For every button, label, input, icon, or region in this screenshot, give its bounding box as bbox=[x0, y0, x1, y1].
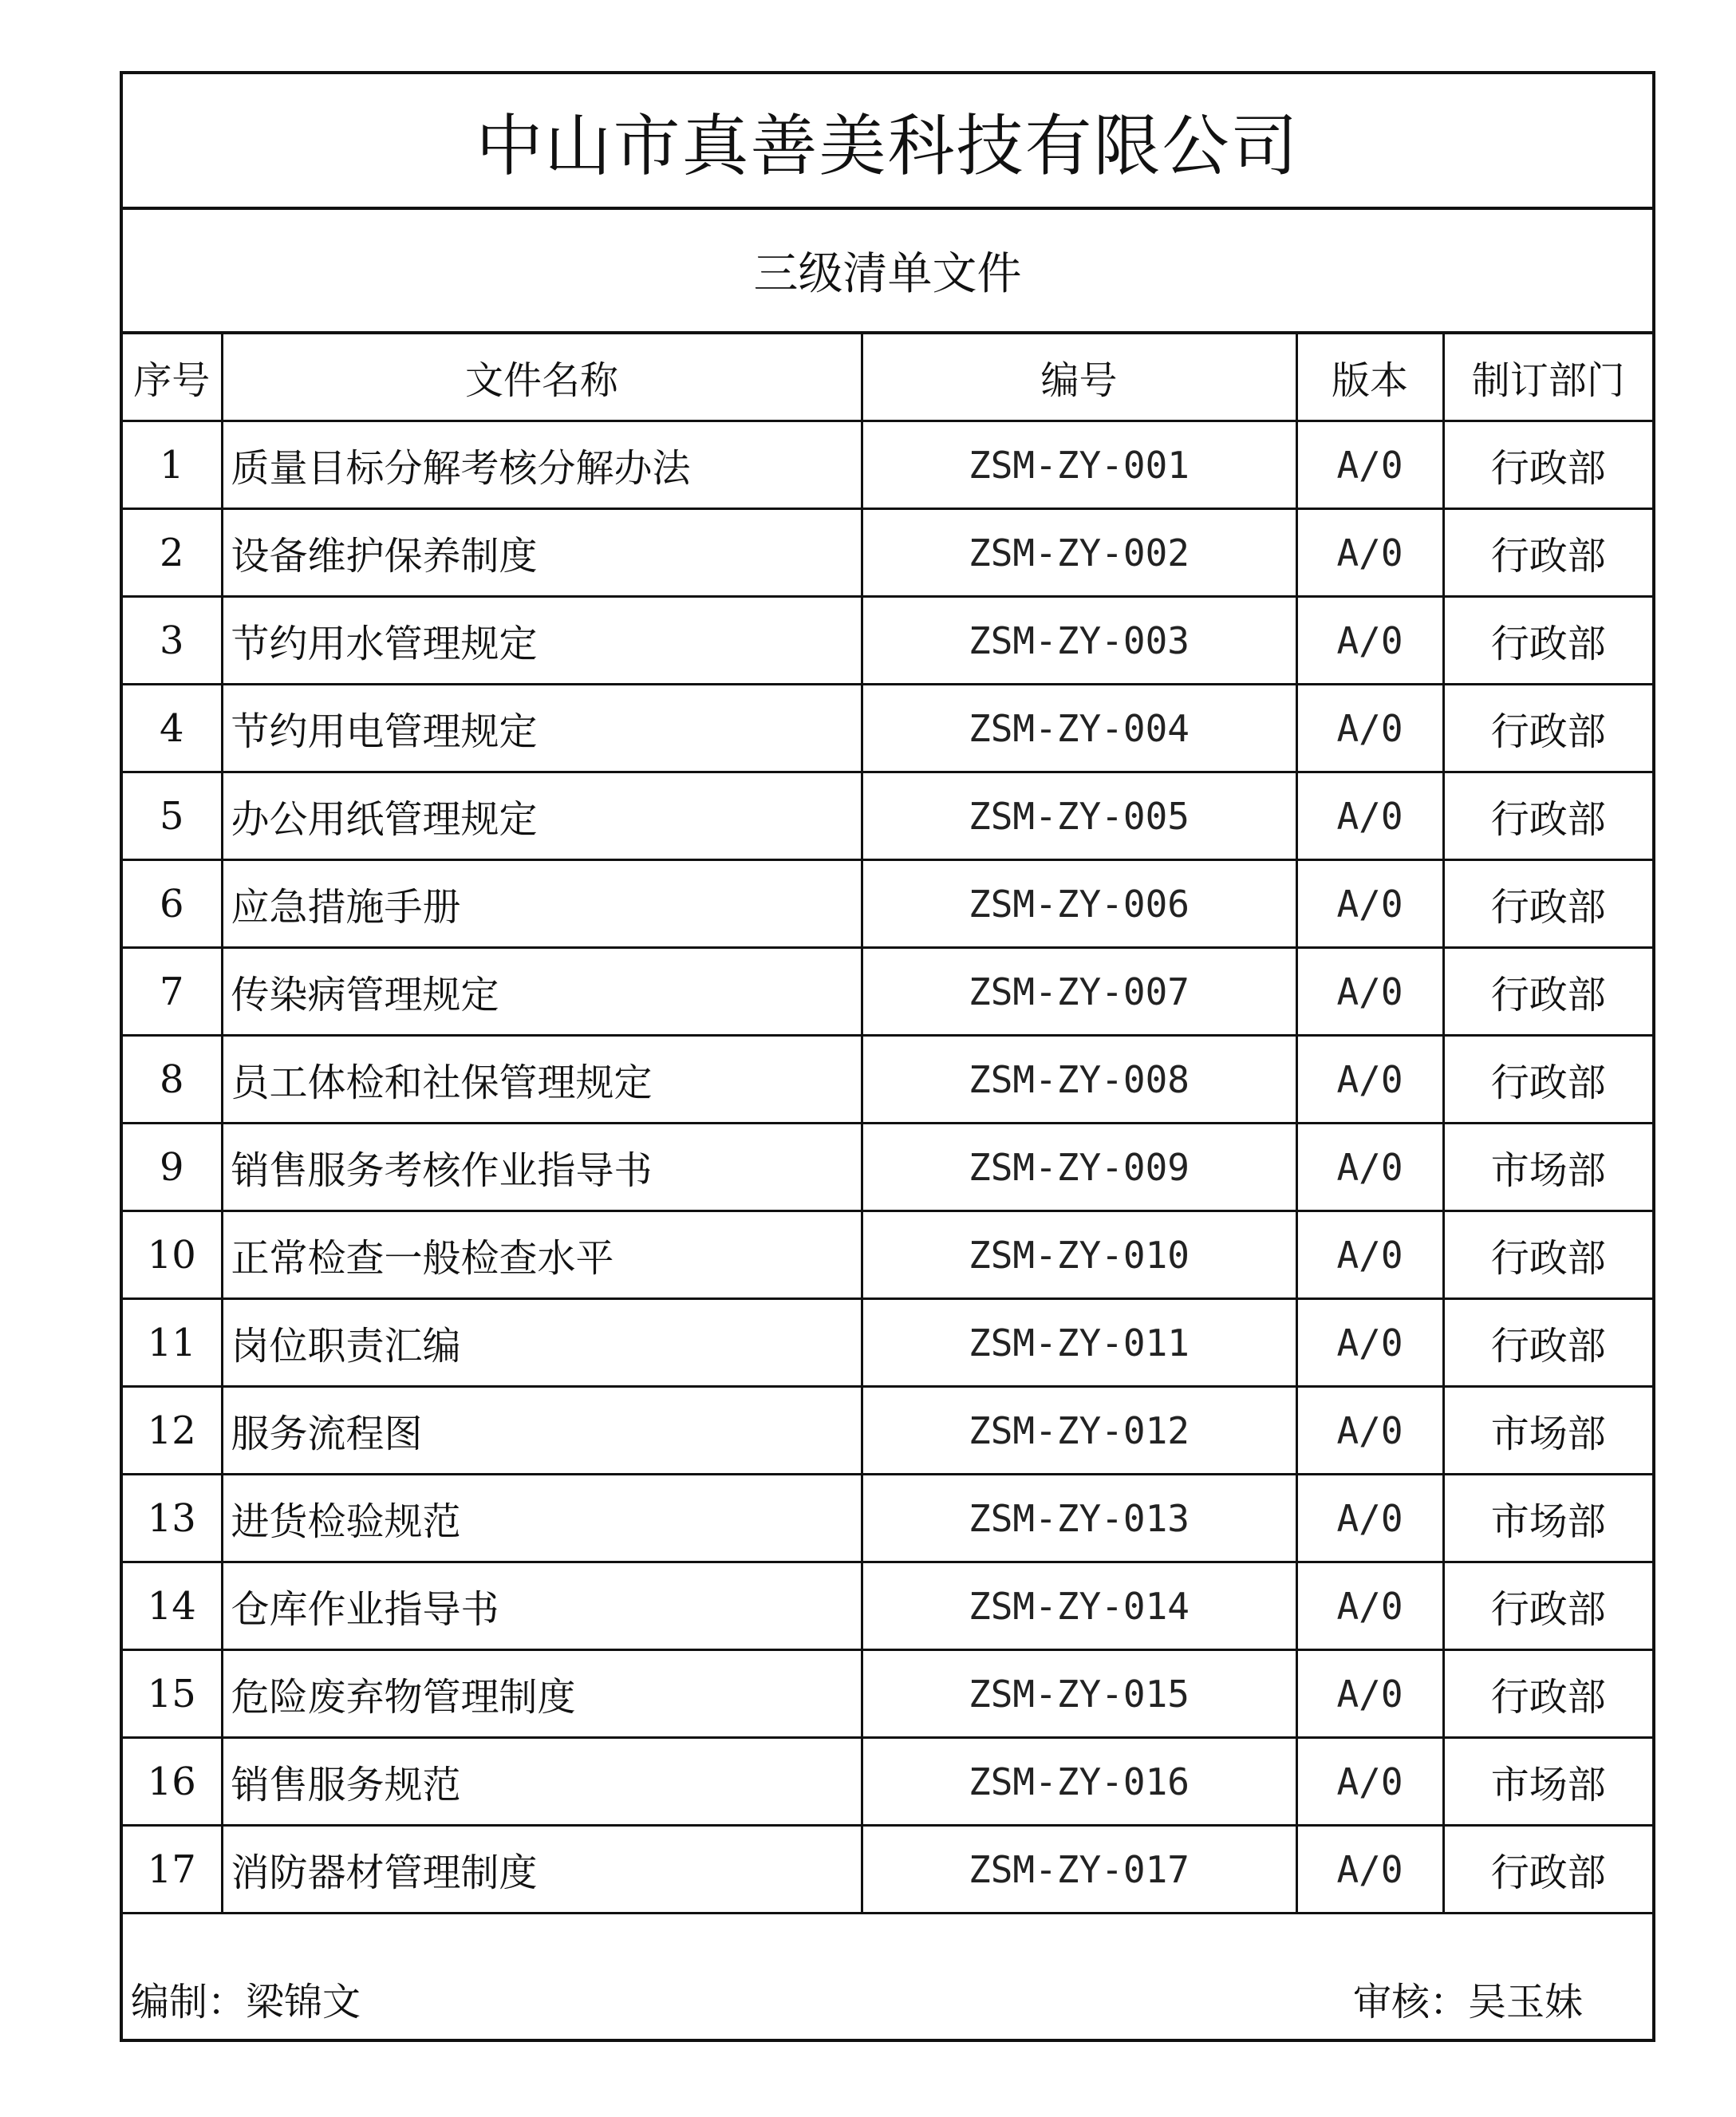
cell-index: 14 bbox=[123, 1562, 222, 1650]
cell-code: ZSM-ZY-003 bbox=[862, 597, 1296, 685]
cell-code: ZSM-ZY-016 bbox=[862, 1738, 1296, 1826]
cell-name: 仓库作业指导书 bbox=[222, 1562, 862, 1650]
cell-name: 正常检查一般检查水平 bbox=[222, 1211, 862, 1299]
header-index: 序号 bbox=[123, 334, 222, 421]
cell-index: 4 bbox=[123, 685, 222, 772]
cell-version: A/0 bbox=[1296, 1299, 1443, 1387]
cell-department: 市场部 bbox=[1443, 1387, 1652, 1475]
cell-code: ZSM-ZY-011 bbox=[862, 1299, 1296, 1387]
cell-index: 1 bbox=[123, 421, 222, 509]
cell-department: 行政部 bbox=[1443, 421, 1652, 509]
cell-code: ZSM-ZY-014 bbox=[862, 1562, 1296, 1650]
cell-name: 节约用电管理规定 bbox=[222, 685, 862, 772]
table-row bbox=[123, 1299, 1652, 1387]
cell-code: ZSM-ZY-005 bbox=[862, 772, 1296, 860]
cell-name: 消防器材管理制度 bbox=[222, 1826, 862, 1914]
table-row bbox=[123, 1211, 1652, 1299]
cell-index: 6 bbox=[123, 860, 222, 948]
cell-name: 危险废弃物管理制度 bbox=[222, 1650, 862, 1738]
cell-version: A/0 bbox=[1296, 1738, 1443, 1826]
cell-index: 17 bbox=[123, 1826, 222, 1914]
table-row bbox=[123, 860, 1652, 948]
cell-name: 办公用纸管理规定 bbox=[222, 772, 862, 860]
cell-code: ZSM-ZY-002 bbox=[862, 509, 1296, 597]
cell-department: 市场部 bbox=[1443, 1475, 1652, 1562]
cell-code: ZSM-ZY-006 bbox=[862, 860, 1296, 948]
header-department: 制订部门 bbox=[1443, 334, 1652, 421]
company-title: 中山市真善美科技有限公司 bbox=[123, 74, 1652, 210]
table-row bbox=[123, 948, 1652, 1036]
list-title: 三级清单文件 bbox=[123, 210, 1652, 334]
cell-department: 行政部 bbox=[1443, 1826, 1652, 1914]
table-row bbox=[123, 685, 1652, 772]
cell-code: ZSM-ZY-004 bbox=[862, 685, 1296, 772]
cell-version: A/0 bbox=[1296, 948, 1443, 1036]
prepared-by: 编制：梁锦文 bbox=[131, 1980, 361, 2024]
table-row bbox=[123, 1475, 1652, 1562]
table-body bbox=[123, 421, 1652, 1914]
cell-name: 员工体检和社保管理规定 bbox=[222, 1036, 862, 1124]
cell-name: 销售服务考核作业指导书 bbox=[222, 1124, 862, 1211]
table-row bbox=[123, 1826, 1652, 1914]
cell-version: A/0 bbox=[1296, 1036, 1443, 1124]
cell-index: 2 bbox=[123, 509, 222, 597]
cell-code: ZSM-ZY-008 bbox=[862, 1036, 1296, 1124]
cell-version: A/0 bbox=[1296, 509, 1443, 597]
table-row bbox=[123, 1738, 1652, 1826]
cell-version: A/0 bbox=[1296, 1475, 1443, 1562]
cell-department: 行政部 bbox=[1443, 860, 1652, 948]
cell-index: 16 bbox=[123, 1738, 222, 1826]
cell-version: A/0 bbox=[1296, 1826, 1443, 1914]
header-name: 文件名称 bbox=[222, 334, 862, 421]
header-version: 版本 bbox=[1296, 334, 1443, 421]
cell-department: 行政部 bbox=[1443, 597, 1652, 685]
cell-name: 传染病管理规定 bbox=[222, 948, 862, 1036]
document-sheet bbox=[120, 71, 1655, 2042]
table-header-row bbox=[123, 334, 1652, 421]
cell-name: 应急措施手册 bbox=[222, 860, 862, 948]
cell-name: 服务流程图 bbox=[222, 1387, 862, 1475]
cell-version: A/0 bbox=[1296, 1211, 1443, 1299]
cell-version: A/0 bbox=[1296, 597, 1443, 685]
cell-name: 节约用水管理规定 bbox=[222, 597, 862, 685]
cell-index: 5 bbox=[123, 772, 222, 860]
cell-department: 市场部 bbox=[1443, 1124, 1652, 1211]
cell-index: 12 bbox=[123, 1387, 222, 1475]
cell-index: 3 bbox=[123, 597, 222, 685]
table-row bbox=[123, 1562, 1652, 1650]
cell-index: 15 bbox=[123, 1650, 222, 1738]
cell-department: 行政部 bbox=[1443, 948, 1652, 1036]
cell-code: ZSM-ZY-010 bbox=[862, 1211, 1296, 1299]
table-row bbox=[123, 509, 1652, 597]
document-list-table bbox=[123, 334, 1652, 1914]
cell-index: 11 bbox=[123, 1299, 222, 1387]
header-code: 编号 bbox=[862, 334, 1296, 421]
cell-code: ZSM-ZY-012 bbox=[862, 1387, 1296, 1475]
cell-department: 行政部 bbox=[1443, 1562, 1652, 1650]
cell-name: 质量目标分解考核分解办法 bbox=[222, 421, 862, 509]
cell-code: ZSM-ZY-017 bbox=[862, 1826, 1296, 1914]
cell-department: 市场部 bbox=[1443, 1738, 1652, 1826]
table-row bbox=[123, 421, 1652, 509]
cell-name: 进货检验规范 bbox=[222, 1475, 862, 1562]
cell-code: ZSM-ZY-013 bbox=[862, 1475, 1296, 1562]
cell-index: 13 bbox=[123, 1475, 222, 1562]
cell-version: A/0 bbox=[1296, 421, 1443, 509]
cell-version: A/0 bbox=[1296, 860, 1443, 948]
table-row bbox=[123, 1036, 1652, 1124]
cell-code: ZSM-ZY-015 bbox=[862, 1650, 1296, 1738]
table-row bbox=[123, 597, 1652, 685]
reviewed-by: 审核：吴玉妹 bbox=[1353, 1980, 1584, 2024]
table-row bbox=[123, 1124, 1652, 1211]
cell-department: 行政部 bbox=[1443, 772, 1652, 860]
cell-index: 9 bbox=[123, 1124, 222, 1211]
cell-code: ZSM-ZY-007 bbox=[862, 948, 1296, 1036]
cell-code: ZSM-ZY-009 bbox=[862, 1124, 1296, 1211]
cell-department: 行政部 bbox=[1443, 509, 1652, 597]
table-row bbox=[123, 772, 1652, 860]
cell-name: 销售服务规范 bbox=[222, 1738, 862, 1826]
cell-department: 行政部 bbox=[1443, 1299, 1652, 1387]
cell-department: 行政部 bbox=[1443, 685, 1652, 772]
cell-index: 7 bbox=[123, 948, 222, 1036]
cell-name: 岗位职责汇编 bbox=[222, 1299, 862, 1387]
cell-version: A/0 bbox=[1296, 1562, 1443, 1650]
cell-code: ZSM-ZY-001 bbox=[862, 421, 1296, 509]
cell-department: 行政部 bbox=[1443, 1650, 1652, 1738]
cell-department: 行政部 bbox=[1443, 1211, 1652, 1299]
cell-index: 10 bbox=[123, 1211, 222, 1299]
cell-department: 行政部 bbox=[1443, 1036, 1652, 1124]
cell-version: A/0 bbox=[1296, 1124, 1443, 1211]
table-row bbox=[123, 1387, 1652, 1475]
cell-version: A/0 bbox=[1296, 1387, 1443, 1475]
cell-version: A/0 bbox=[1296, 685, 1443, 772]
table-row bbox=[123, 1650, 1652, 1738]
cell-version: A/0 bbox=[1296, 772, 1443, 860]
cell-version: A/0 bbox=[1296, 1650, 1443, 1738]
signature-footer bbox=[123, 1958, 1652, 2039]
cell-index: 8 bbox=[123, 1036, 222, 1124]
cell-name: 设备维护保养制度 bbox=[222, 509, 862, 597]
